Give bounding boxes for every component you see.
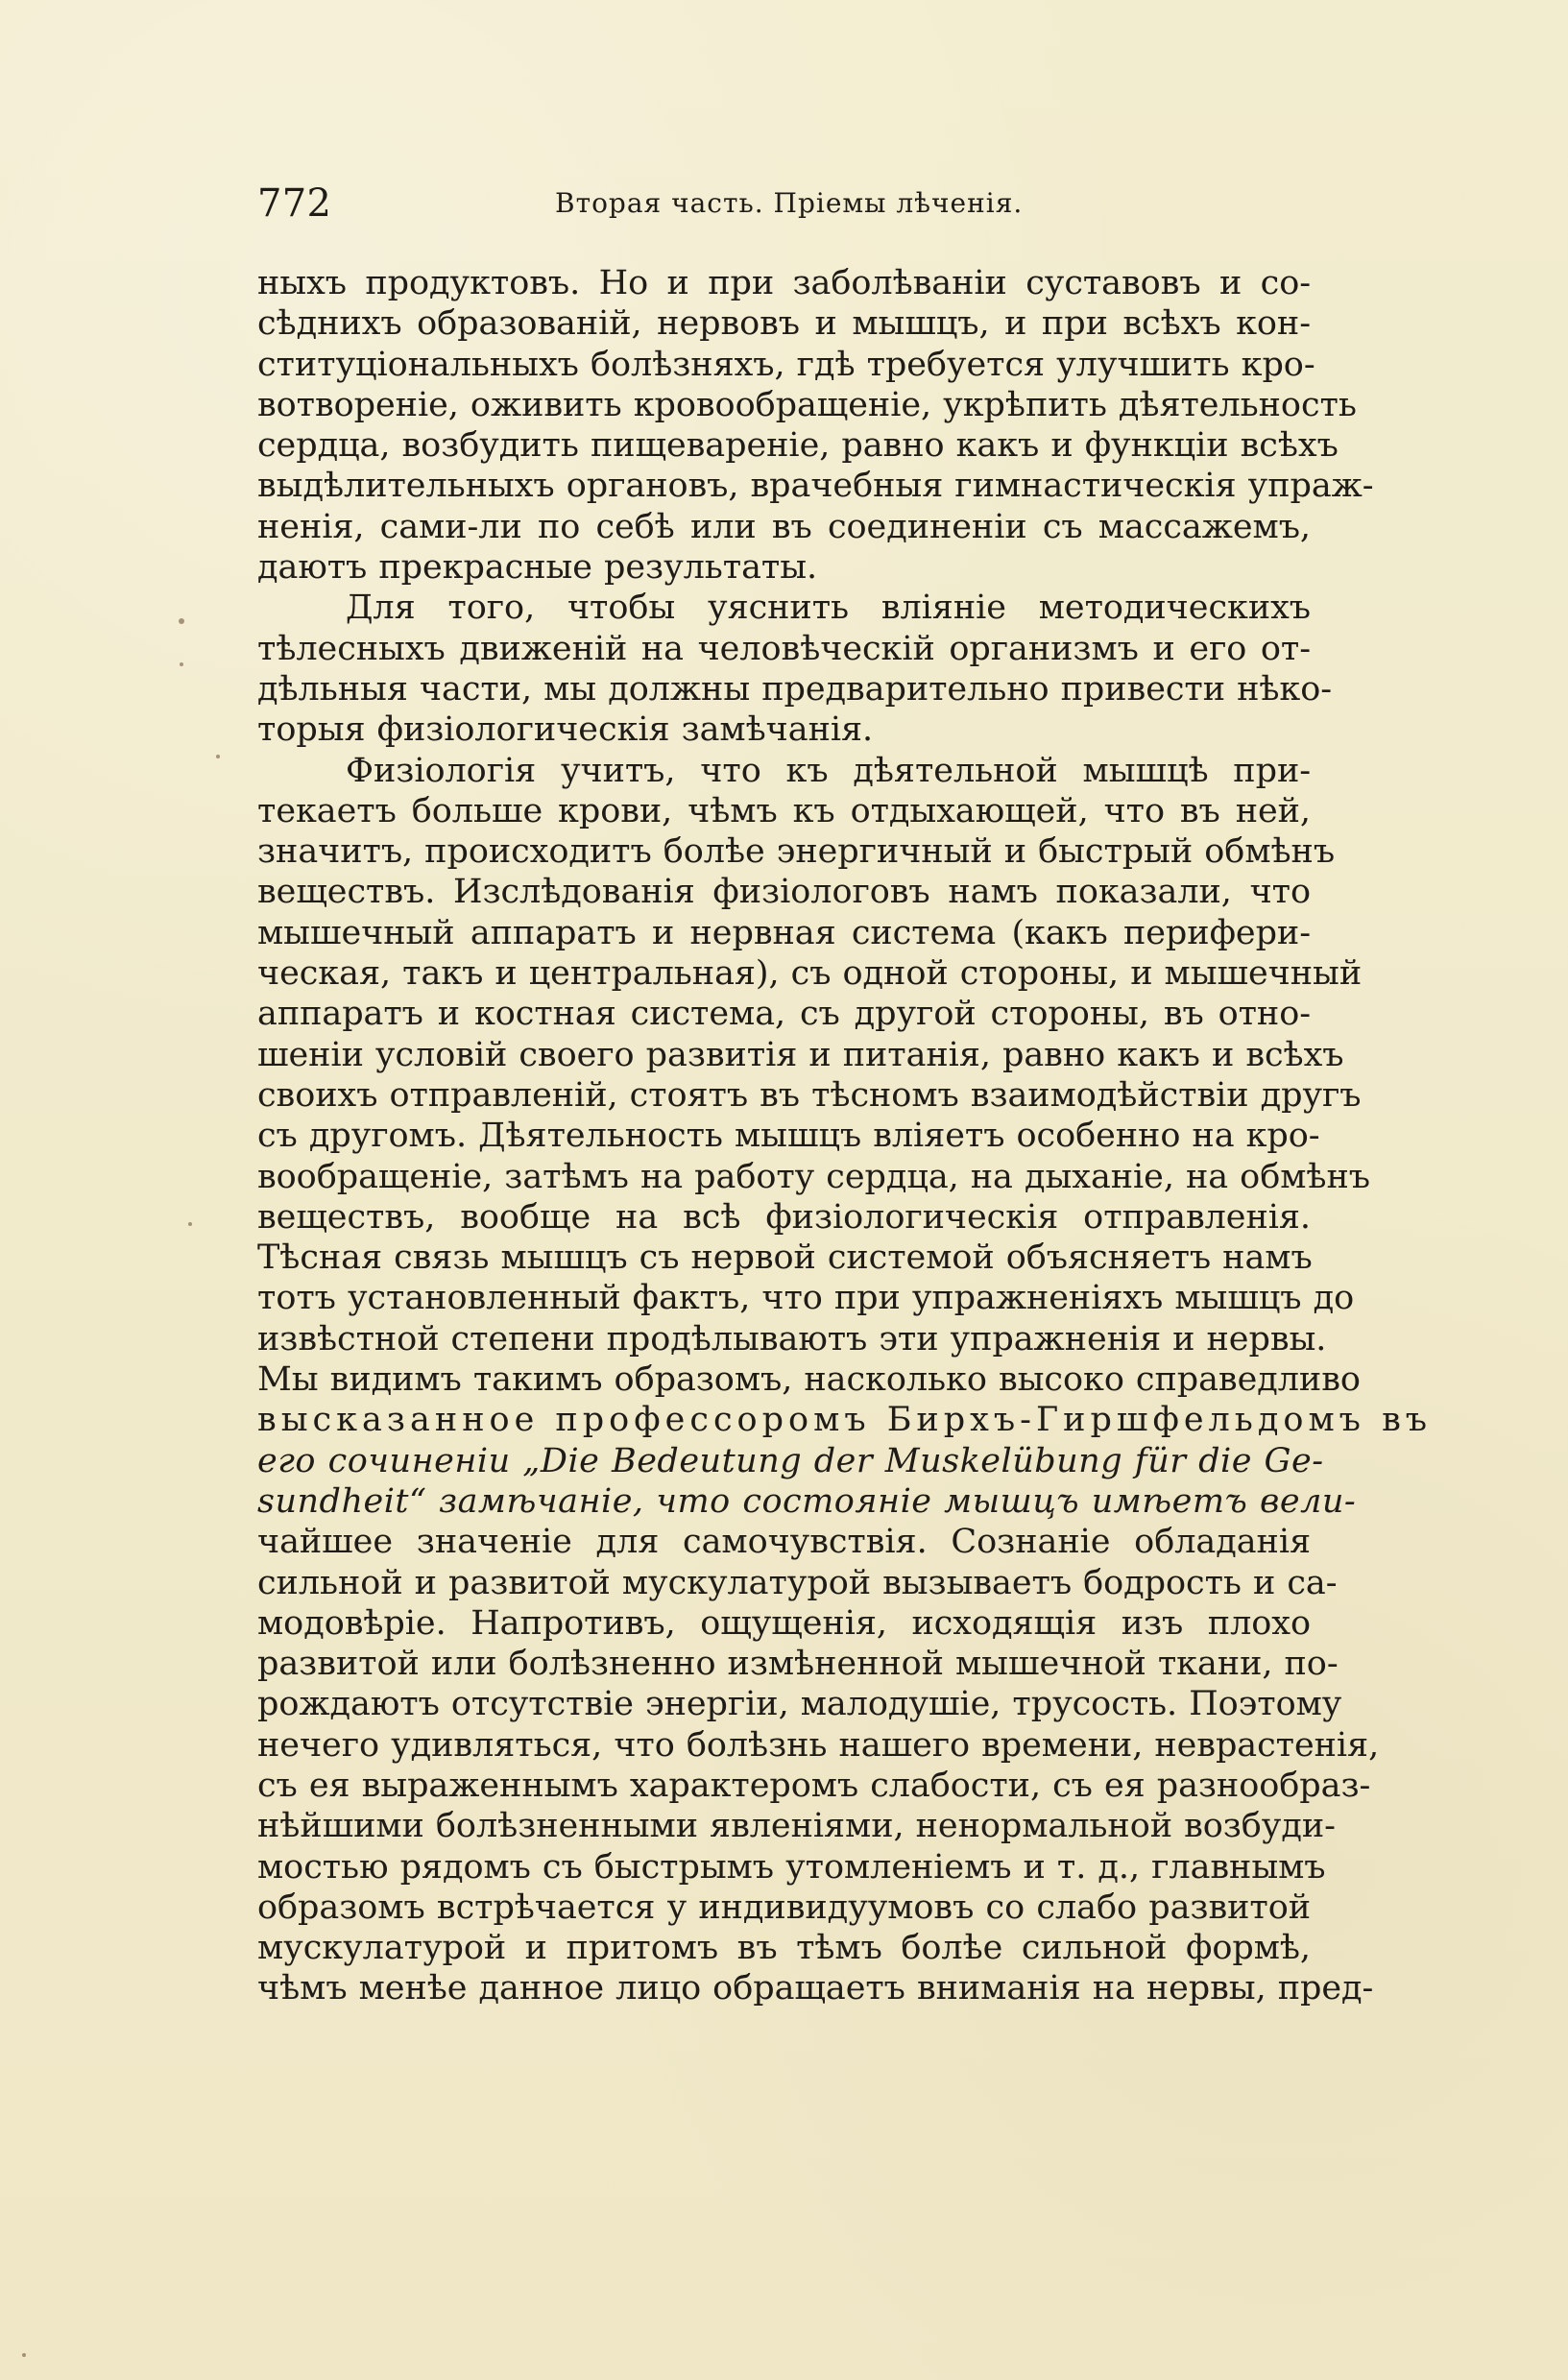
text-line: мышечный аппаратъ и нервная система (какъ перифери- — [257, 913, 1311, 952]
text-line: ненія, сами-ли по себѣ или въ соединеніи съ массажемъ, — [257, 507, 1311, 546]
margin-mark — [180, 662, 183, 666]
text-line: развитой или болѣзненно измѣненной мышечной ткани, по- — [257, 1645, 1339, 1684]
text-line: дѣльныя части, мы должны предварительно привести нѣко- — [257, 669, 1333, 709]
text-line: своихъ отправленій, стоятъ въ тѣсномъ взаимодѣйствіи другъ — [257, 1075, 1362, 1115]
text-line: ныхъ продуктовъ. Но и при заболѣваніи суставовъ и со- — [257, 264, 1311, 302]
text-line: Тѣсная связь мышцъ съ нервой системой объясняетъ намъ — [257, 1238, 1313, 1278]
text-line: извѣстной степени продѣлываютъ эти упражненія и нервы. — [257, 1319, 1327, 1358]
text-line: чѣмъ менѣе данное лицо обращаетъ вниманія на нервы, пред- — [257, 1969, 1374, 2008]
page-number: 772 — [257, 181, 332, 226]
margin-mark — [179, 618, 184, 624]
margin-mark — [216, 755, 220, 758]
text-line: модовѣріе. Напротивъ, ощущенія, исходящія изъ плохо — [257, 1603, 1311, 1643]
margin-mark — [22, 2353, 26, 2357]
text-line: вотвореніе, оживить кровообращеніе, укрѣпить дѣятельность — [257, 385, 1357, 424]
text-line: веществъ, вообще на всѣ физіологическія отправленія. — [257, 1197, 1311, 1237]
text-line: образомъ встрѣчается у индивидуумовъ со слабо развитой — [257, 1887, 1311, 1927]
text-line: веществъ. Изслѣдованія физіологовъ намъ показали, что — [257, 873, 1311, 912]
text-line: тотъ установленный фактъ, что при упражненіяхъ мышцъ до — [257, 1279, 1355, 1318]
text-line: Для того, чтобы уяснить вліяніе методическихъ — [346, 589, 1311, 628]
text-line: съ другомъ. Дѣятельность мышцъ вліяетъ особенно на кро- — [257, 1117, 1320, 1156]
text-line: его сочиненіи „Die Bedeutung der Muskelübung für die Ge- — [257, 1441, 1324, 1480]
text-line: мускулатурой и притомъ въ тѣмъ болѣе сильной формѣ, — [257, 1929, 1311, 1968]
text-line: сердца, возбудить пищевареніе, равно какъ и функціи всѣхъ — [257, 426, 1339, 466]
text-line: нечего удивляться, что болѣзнь нашего времени, неврастенія, — [257, 1725, 1380, 1765]
text-line: съ ея выраженнымъ характеромъ слабости, съ ея разнообраз- — [257, 1766, 1371, 1805]
page-header — [257, 179, 1311, 228]
text-line: тѣлесныхъ движеній на человѣческій организмъ и его от- — [257, 629, 1311, 668]
text-line: Физіологія учитъ, что къ дѣятельной мышцѣ при- — [346, 751, 1311, 790]
text-line: сильной и развитой мускулатурой вызываетъ бодрость и са- — [257, 1563, 1338, 1602]
text-line: нѣйшими болѣзненными явленіями, ненормальной возбуди- — [257, 1807, 1336, 1846]
text-line: шеніи условій своего развитія и питанія, равно какъ и всѣхъ — [257, 1035, 1344, 1074]
text-line: торыя физіологическія замѣчанія. — [257, 710, 874, 750]
running-head: Вторая часть. Пріемы лѣченія. — [555, 187, 1024, 219]
text-line: ческая, такъ и центральная), съ одной стороны, и мышечный — [257, 954, 1363, 994]
text-line: вообращеніе, затѣмъ на работу сердца, на дыханіе, на обмѣнъ — [257, 1157, 1370, 1196]
text-line: Мы видимъ такимъ образомъ, насколько высоко справедливо — [257, 1360, 1361, 1400]
text-line: рождаютъ отсутствіе энергіи, малодушіе, трусость. Поэтому — [257, 1685, 1342, 1724]
text-line: чайшее значеніе для самочувствія. Сознаніе обладанія — [257, 1523, 1311, 1562]
text-line: ституціональныхъ болѣзняхъ, гдѣ требуется улучшить кро- — [257, 345, 1315, 384]
text-line: даютъ прекрасные результаты. — [257, 548, 818, 588]
text-line: высказанное профессоромъ Бирхъ-Гиршфельдомъ въ — [257, 1401, 1433, 1440]
text-line: значитъ, происходитъ болѣе энергичный и быстрый обмѣнъ — [257, 832, 1336, 872]
text-line: мостью рядомъ съ быстрымъ утомленіемъ и т. д., главнымъ — [257, 1847, 1326, 1887]
text-block — [257, 263, 1433, 2009]
text-line: текаетъ больше крови, чѣмъ къ отдыхающей, что въ ней, — [257, 791, 1311, 830]
text-line: сѣднихъ образованій, нервовъ и мышцъ, и при всѣхъ кон- — [257, 304, 1311, 344]
text-line: sundheit“ замѣчаніе, что состояніе мышцъ имѣетъ вели- — [257, 1481, 1357, 1521]
text-line: выдѣлительныхъ органовъ, врачебныя гимнастическія упраж- — [257, 467, 1374, 506]
text-line: аппаратъ и костная система, съ другой стороны, въ отно- — [257, 995, 1311, 1034]
margin-mark — [188, 1222, 192, 1226]
